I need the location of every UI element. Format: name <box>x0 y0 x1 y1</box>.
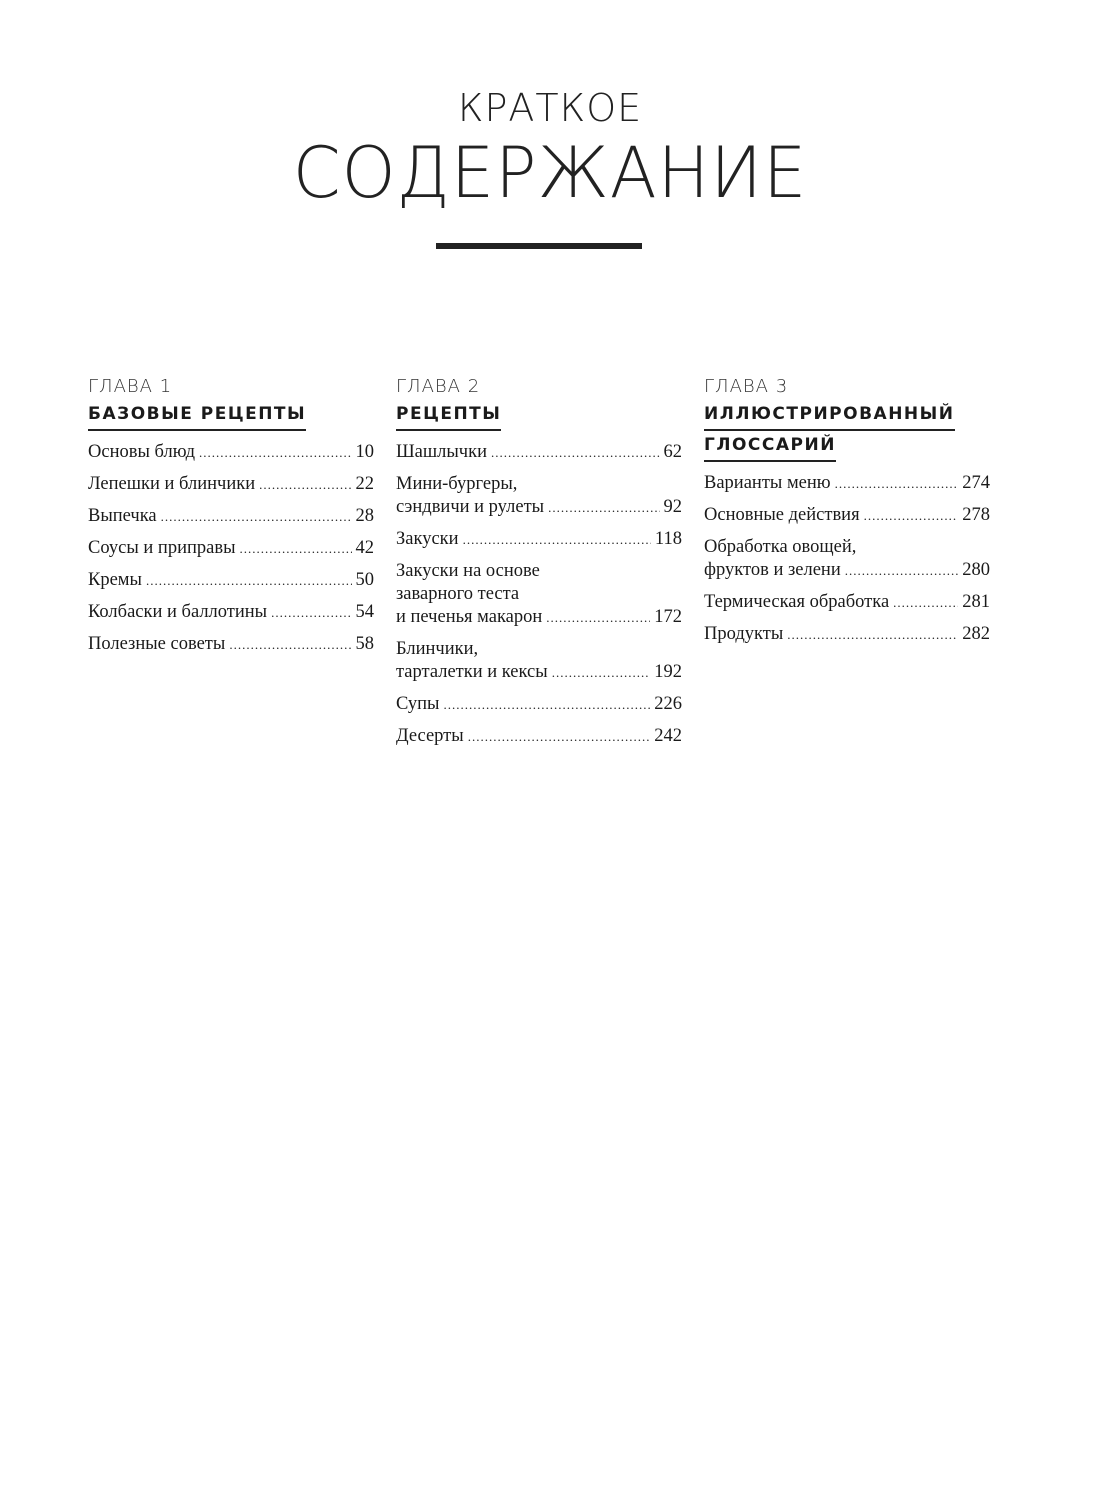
leader-dots <box>199 441 352 464</box>
leader-dots <box>463 528 651 551</box>
toc-entry[interactable] <box>88 441 374 464</box>
chapter-column <box>88 376 374 665</box>
chapter-title-line: ИЛЛЮСТРИРОВАННЫЙ <box>704 400 955 431</box>
leader-dots <box>546 606 650 629</box>
leader-dots <box>787 623 958 646</box>
entry-text: Колбаски и баллотины <box>88 602 268 622</box>
page-number: 282 <box>962 624 990 644</box>
chapter-title <box>704 400 955 462</box>
page-number: 54 <box>355 602 374 622</box>
chapter-column <box>704 376 990 655</box>
toc-entry[interactable] <box>88 601 374 624</box>
page-number: 118 <box>654 529 682 549</box>
toc-entry[interactable] <box>396 473 682 519</box>
entry-text: Продукты <box>704 624 784 644</box>
entry-text: Мини-бургеры, <box>396 474 518 494</box>
toc-entry[interactable] <box>396 638 682 684</box>
leader-dots <box>271 601 351 624</box>
page-number: 28 <box>355 506 374 526</box>
toc-entry[interactable] <box>88 505 374 528</box>
leader-dots <box>468 725 651 748</box>
entry-text: и печенья макарон <box>396 607 543 627</box>
toc-entry[interactable] <box>396 560 682 629</box>
entry-text: Закуски на основе <box>396 561 540 581</box>
leader-dots <box>864 504 959 527</box>
entry-text: Супы <box>396 694 440 714</box>
toc-entry[interactable] <box>88 473 374 496</box>
entry-text: фруктов и зелени <box>704 560 841 580</box>
entry-text: Основы блюд <box>88 442 195 462</box>
entry-text: Термическая обработка <box>704 592 890 612</box>
chapter-title-line: РЕЦЕПТЫ <box>396 400 501 431</box>
leader-dots <box>443 693 650 716</box>
toc-entry[interactable] <box>396 528 682 551</box>
entry-text: Шашлычки <box>396 442 487 462</box>
page-number: 42 <box>355 538 374 558</box>
entry-text: Блинчики, <box>396 639 479 659</box>
toc-entry[interactable] <box>88 537 374 560</box>
leader-dots <box>845 559 959 582</box>
chapter-label: ГЛАВА 1 <box>88 376 173 397</box>
chapter-column <box>396 376 682 757</box>
page-number: 92 <box>663 497 682 517</box>
page-number: 278 <box>962 505 990 525</box>
entry-text: сэндвичи и рулеты <box>396 497 545 517</box>
toc-entry[interactable] <box>704 472 990 495</box>
page-number: 280 <box>962 560 990 580</box>
page-number: 58 <box>355 634 374 654</box>
toc-entry[interactable] <box>704 504 990 527</box>
toc-entry[interactable] <box>88 633 374 656</box>
chapter-title-line: ГЛОССАРИЙ <box>704 431 836 462</box>
page-number: 172 <box>654 607 682 627</box>
toc-entry[interactable] <box>88 569 374 592</box>
page-title: СОДЕРЖАНИЕ <box>292 132 808 214</box>
entry-text: заварного теста <box>396 584 520 604</box>
leader-dots <box>835 472 959 495</box>
leader-dots <box>491 441 660 464</box>
chapter-label: ГЛАВА 3 <box>704 376 789 397</box>
leader-dots <box>548 496 659 519</box>
leader-dots <box>146 569 352 592</box>
chapter-title <box>88 400 306 431</box>
entry-text: Основные действия <box>704 505 860 525</box>
entry-text: Соусы и приправы <box>88 538 236 558</box>
leader-dots <box>240 537 352 560</box>
entry-text: тарталетки и кексы <box>396 662 548 682</box>
entry-text: Выпечка <box>88 506 157 526</box>
page-number: 281 <box>962 592 990 612</box>
entry-text: Десерты <box>396 726 464 746</box>
page-number: 242 <box>654 726 682 746</box>
chapter-label: ГЛАВА 2 <box>396 376 481 397</box>
entry-text: Варианты меню <box>704 473 831 493</box>
chapter-title <box>396 400 501 431</box>
toc-entry[interactable] <box>704 591 990 614</box>
leader-dots <box>229 633 351 656</box>
leader-dots <box>259 473 351 496</box>
toc-entry[interactable] <box>704 623 990 646</box>
toc-entry[interactable] <box>396 441 682 464</box>
toc-entry[interactable] <box>396 693 682 716</box>
page-number: 62 <box>663 442 682 462</box>
entry-text: Полезные советы <box>88 634 226 654</box>
leader-dots <box>552 661 651 684</box>
page-number: 22 <box>355 474 374 494</box>
page-number: 274 <box>962 473 990 493</box>
entry-text: Обработка овощей, <box>704 537 857 557</box>
toc-entry[interactable] <box>704 536 990 582</box>
chapter-title-line: БАЗОВЫЕ РЕЦЕПТЫ <box>88 400 306 431</box>
page-number: 192 <box>654 662 682 682</box>
page-number: 10 <box>355 442 374 462</box>
title-line-1: КРАТКОЕ <box>457 86 643 130</box>
page-number: 226 <box>654 694 682 714</box>
leader-dots <box>161 505 352 528</box>
entry-text: Лепешки и блинчики <box>88 474 256 494</box>
entry-text: Закуски <box>396 529 459 549</box>
page-number: 50 <box>355 570 374 590</box>
entry-text: Кремы <box>88 570 142 590</box>
toc-entry[interactable] <box>396 725 682 748</box>
leader-dots <box>893 591 958 614</box>
title-divider <box>436 243 642 249</box>
